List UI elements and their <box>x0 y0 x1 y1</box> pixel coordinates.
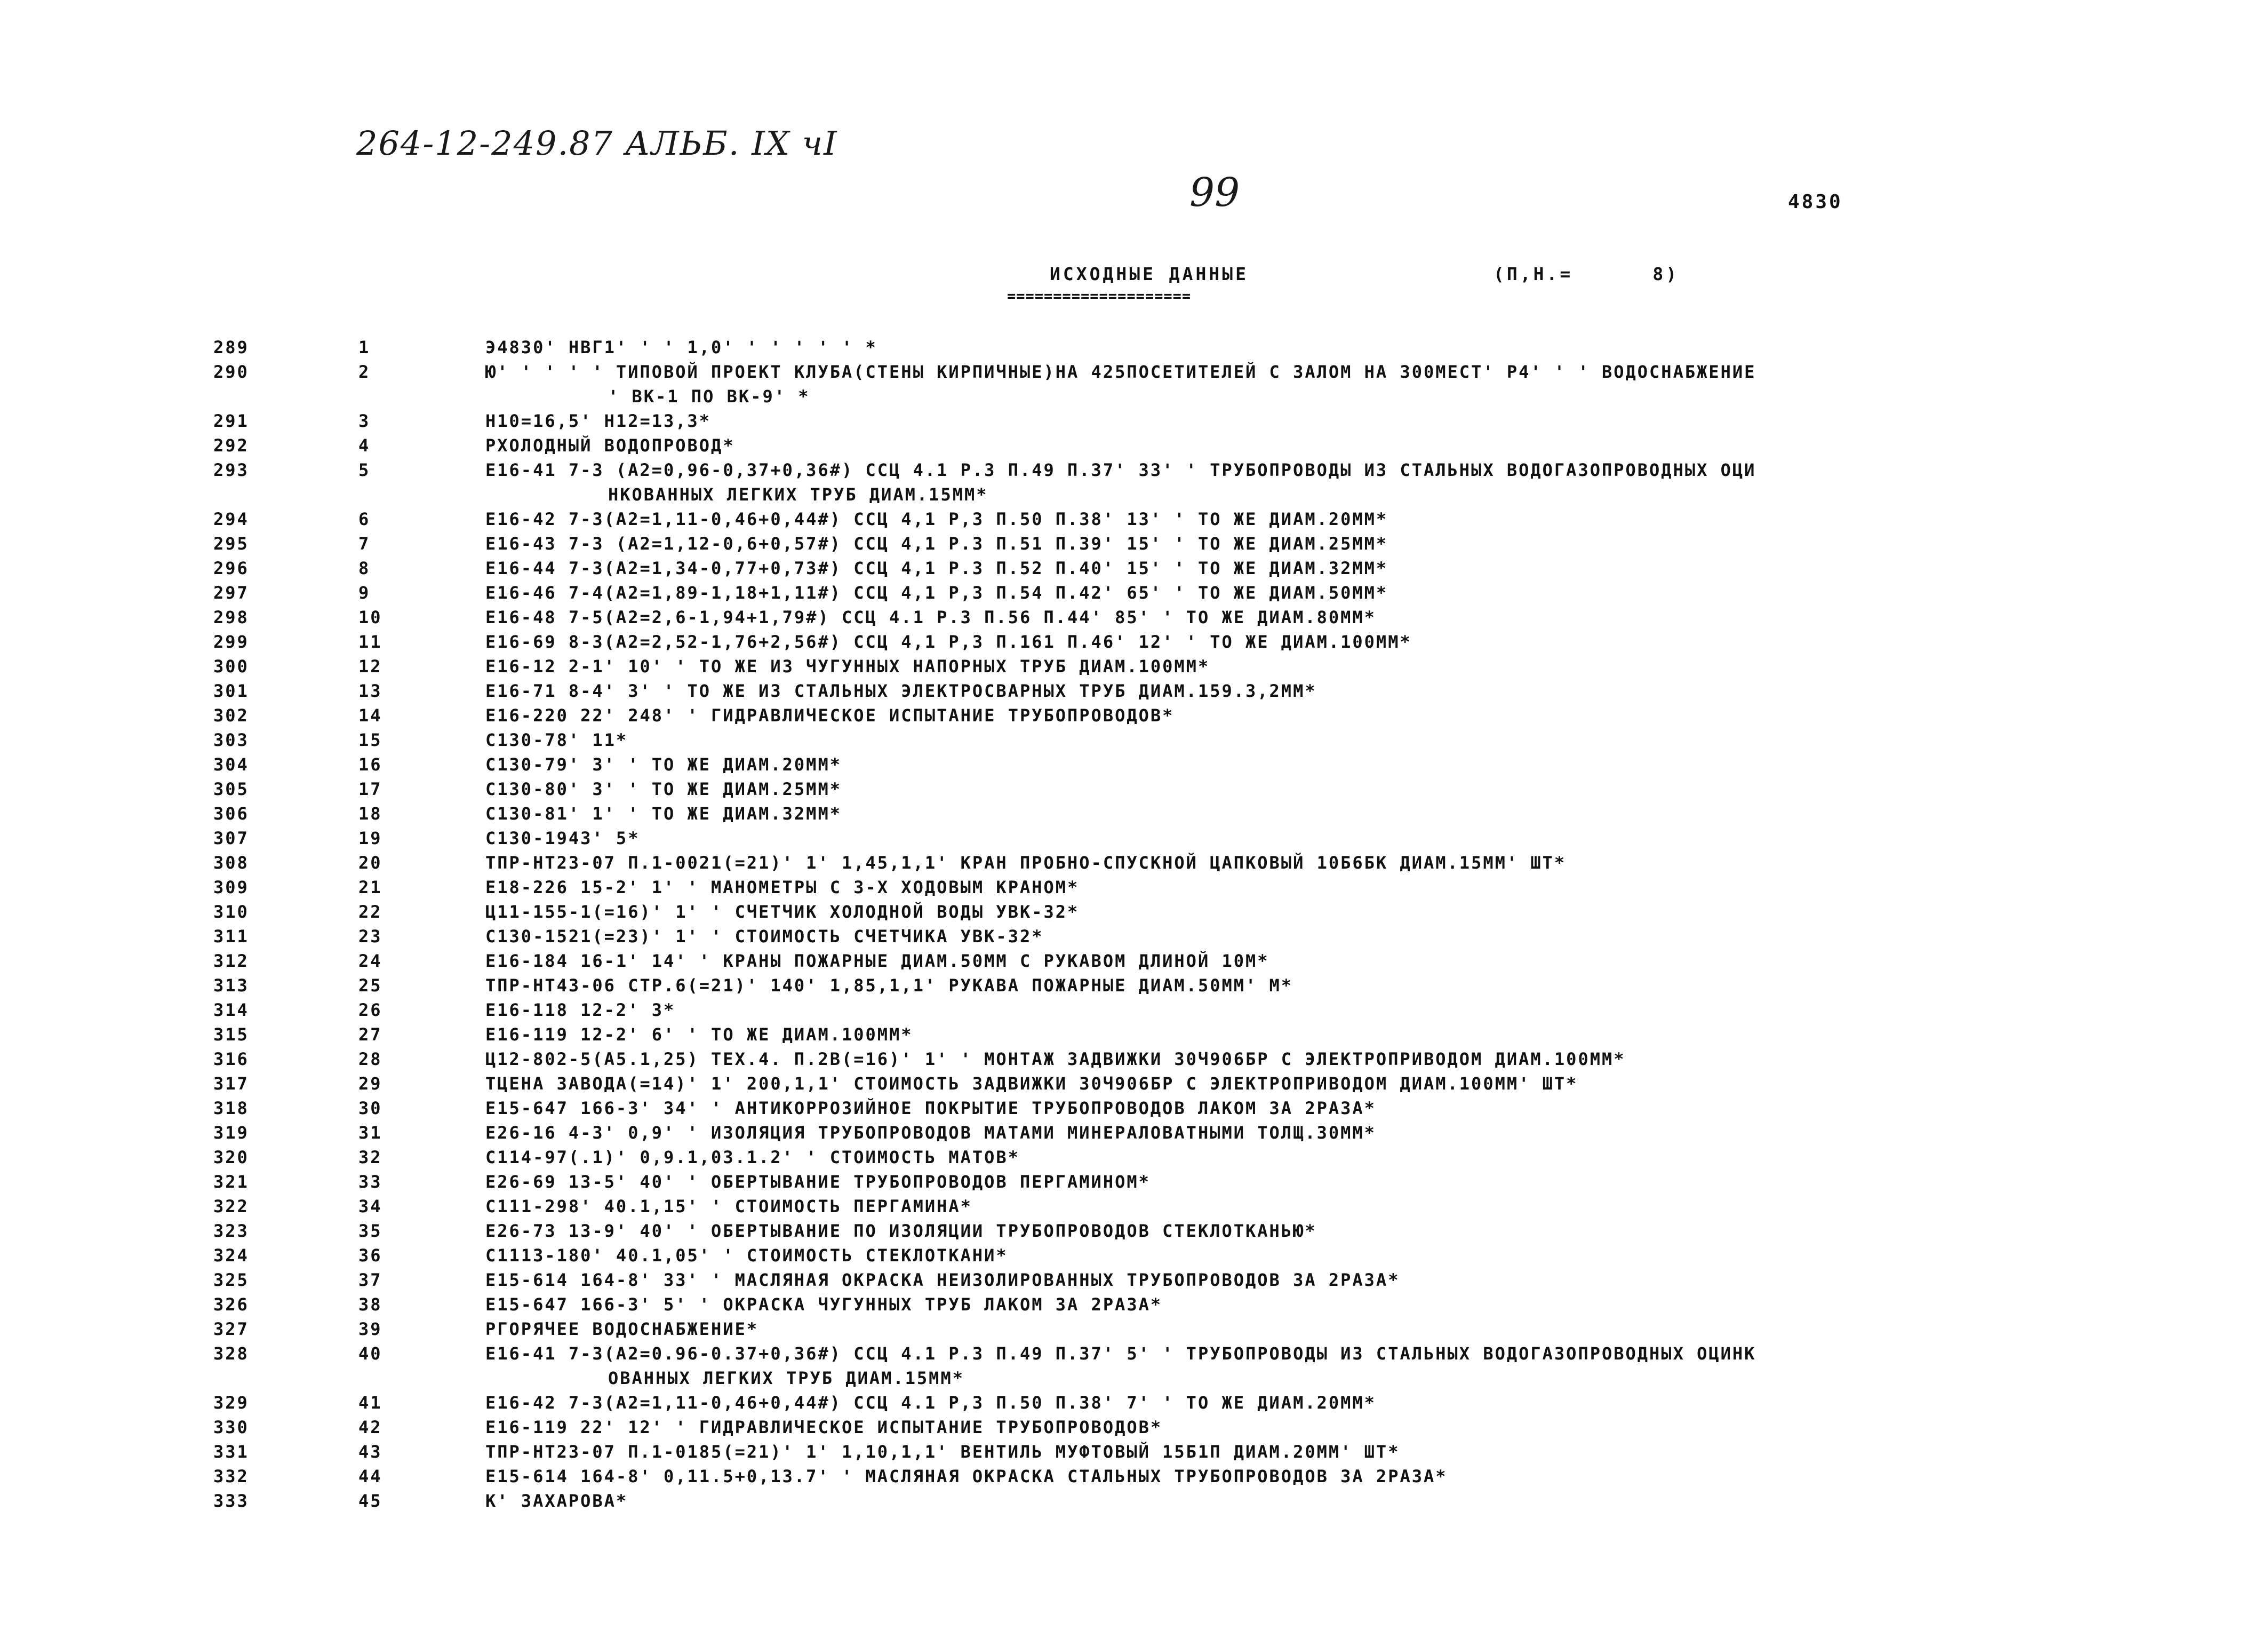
item-number: 12 <box>358 656 382 677</box>
list-item <box>213 1219 2112 1243</box>
line-number: 326 <box>213 1294 249 1315</box>
record-text <box>485 335 2112 360</box>
record-text <box>485 703 2112 728</box>
page-title: ИСХОДНЫЕ ДАННЫЕ <box>1050 264 1249 284</box>
record-text <box>485 1170 2112 1194</box>
item-number: 23 <box>358 926 382 947</box>
record-line: Е26-69 13-5' 40' ' ОБЕРТЫВАНИЕ ТРУБОПРОВОДОВ ПЕРГАМИНОМ* <box>485 1172 1151 1192</box>
line-number: 329 <box>213 1393 249 1413</box>
list-item <box>213 1022 2112 1047</box>
record-line: ТПР-НТ43-06 СТР.6(=21)' 140' 1,85,1,1' РУКАВА ПОЖАРНЫЕ ДИАМ.50ММ' М* <box>485 975 1293 996</box>
item-number: 7 <box>358 534 371 554</box>
item-number: 36 <box>358 1245 382 1266</box>
list-item <box>213 949 2112 973</box>
line-number: 305 <box>213 779 249 799</box>
list-item <box>213 998 2112 1022</box>
record-line: ТПР-НТ23-07 П.1-0185(=21)' 1' 1,10,1,1' ВЕНТИЛЬ МУФТОВЫЙ 15Б1П ДИАМ.20ММ' ШТ* <box>485 1442 1400 1462</box>
line-number: 317 <box>213 1074 249 1094</box>
line-number: 310 <box>213 902 249 922</box>
item-number: 17 <box>358 779 382 799</box>
list-item <box>213 924 2112 949</box>
line-number: 323 <box>213 1221 249 1241</box>
record-line: ТПР-НТ23-07 П.1-0021(=21)' 1' 1,45,1,1' КРАН ПРОБНО-СПУСКНОЙ ЦАПКОВЫЙ 10Б6БК ДИАМ.15ММ' ШТ* <box>485 853 1567 873</box>
list-item <box>213 1243 2112 1268</box>
record-line: Е15-647 166-3' 5' ' ОКРАСКА ЧУГУННЫХ ТРУБ ЛАКОМ ЗА 2РАЗА* <box>485 1294 1163 1315</box>
item-number: 3 <box>358 411 371 431</box>
line-number: 300 <box>213 656 249 677</box>
list-item <box>213 581 2112 605</box>
list-item <box>213 1464 2112 1489</box>
line-number: 312 <box>213 951 249 971</box>
record-line: С130-78' 11* <box>485 730 628 750</box>
record-line: РХОЛОДНЫЙ ВОДОПРОВОД* <box>485 435 735 456</box>
record-line: Е16-42 7-3(А2=1,11-0,46+0,44#) ССЦ 4.1 Р,3 П.50 П.38' 7' ' ТО ЖЕ ДИАМ.20ММ* <box>485 1393 1376 1413</box>
item-number: 37 <box>358 1270 382 1290</box>
record-text <box>485 1292 2112 1317</box>
record-text <box>485 1317 2112 1341</box>
item-number: 25 <box>358 975 382 996</box>
record-text <box>485 679 2112 703</box>
record-text <box>485 801 2112 826</box>
line-number: 313 <box>213 975 249 996</box>
item-number: 39 <box>358 1319 382 1339</box>
line-number: 314 <box>213 1000 249 1020</box>
list-item <box>213 630 2112 654</box>
item-number: 31 <box>358 1123 382 1143</box>
item-number: 20 <box>358 853 382 873</box>
list-item <box>213 1194 2112 1219</box>
record-line: С111-298' 40.1,15' ' СТОИМОСТЬ ПЕРГАМИНА* <box>485 1196 972 1216</box>
list-item <box>213 1292 2112 1317</box>
record-text <box>485 409 2112 433</box>
item-number: 13 <box>358 681 382 701</box>
record-line: Е16-46 7-4(А2=1,89-1,18+1,11#) ССЦ 4,1 Р,3 П.54 П.42' 65' ' ТО ЖЕ ДИАМ.50ММ* <box>485 583 1388 603</box>
list-item <box>213 973 2112 998</box>
line-number: 294 <box>213 509 249 529</box>
item-number: 6 <box>358 509 371 529</box>
record-line: Н10=16,5' Н12=13,3* <box>485 411 712 431</box>
line-number: 304 <box>213 754 249 775</box>
record-line: Е26-73 13-9' 40' ' ОБЕРТЫВАНИЕ ПО ИЗОЛЯЦИИ ТРУБОПРОВОДОВ СТЕКЛОТКАНЬЮ* <box>485 1221 1317 1241</box>
list-item <box>213 1415 2112 1440</box>
list-item <box>213 801 2112 826</box>
item-number: 38 <box>358 1294 382 1315</box>
record-text <box>485 1120 2112 1145</box>
record-text <box>485 949 2112 973</box>
record-line: Е16-41 7-3(А2=0.96-0.37+0,36#) ССЦ 4.1 Р.3 П.49 П.37' 5' ' ТРУБОПРОВОДЫ ИЗ СТАЛЬНЫХ ВОДОГАЗОПРОВОДНЫХ ОЦИНК <box>485 1343 1756 1364</box>
line-number: 309 <box>213 877 249 897</box>
list-item <box>213 507 2112 531</box>
item-number: 19 <box>358 828 382 848</box>
list-item <box>213 1170 2112 1194</box>
record-text <box>485 1415 2112 1440</box>
record-line: Е15-614 164-8' 0,11.5+0,13.7' ' МАСЛЯНАЯ ОКРАСКА СТАЛЬНЫХ ТРУБОПРОВОДОВ ЗА 2РАЗА* <box>485 1466 1448 1486</box>
line-number: 316 <box>213 1049 249 1069</box>
record-line: Е26-16 4-3' 0,9' ' ИЗОЛЯЦИЯ ТРУБОПРОВОДОВ МАТАМИ МИНЕРАЛОВАТНЫМИ ТОЛЩ.30ММ* <box>485 1123 1376 1143</box>
line-number: 308 <box>213 853 249 873</box>
record-line: С130-81' 1' ' ТО ЖЕ ДИАМ.32ММ* <box>485 804 842 824</box>
record-line: Ц11-155-1(=16)' 1' ' СЧЕТЧИК ХОЛОДНОЙ ВОДЫ УВК-32* <box>485 902 1080 922</box>
line-number: 325 <box>213 1270 249 1290</box>
record-text <box>485 998 2112 1022</box>
item-number: 44 <box>358 1466 382 1486</box>
line-number: 292 <box>213 435 249 456</box>
record-line: ТЦЕНА ЗАВОДА(=14)' 1' 200,1,1' СТОИМОСТЬ ЗАДВИЖКИ 30Ч906БР С ЭЛЕКТРОПРИВОДОМ ДИАМ.100ММ' ШТ* <box>485 1074 1578 1094</box>
record-text <box>485 900 2112 924</box>
record-text <box>485 1047 2112 1071</box>
record-line: С1113-180' 40.1,05' ' СТОИМОСТЬ СТЕКЛОТКАНИ* <box>485 1245 1008 1266</box>
record-line: Е15-614 164-8' 33' ' МАСЛЯНАЯ ОКРАСКА НЕИЗОЛИРОВАННЫХ ТРУБОПРОВОДОВ ЗА 2РАЗА* <box>485 1270 1400 1290</box>
item-number: 2 <box>358 362 371 382</box>
list-item <box>213 1341 2112 1390</box>
record-line: Ц12-802-5(А5.1,25) ТЕХ.4. П.2В(=16)' 1' ' МОНТАЖ ЗАДВИЖКИ 30Ч906БР С ЭЛЕКТРОПРИВОДОМ ДИАМ.100ММ* <box>485 1049 1626 1069</box>
record-text <box>485 826 2112 850</box>
list-item <box>213 1096 2112 1120</box>
record-line: Е16-48 7-5(А2=2,6-1,94+1,79#) ССЦ 4.1 Р.3 П.56 П.44' 85' ' ТО ЖЕ ДИАМ.80ММ* <box>485 607 1376 627</box>
record-continuation: ' ВК-1 ПО ВК-9' * <box>608 386 810 407</box>
record-line: Е16-41 7-3 (А2=0,96-0,37+0,36#) ССЦ 4.1 Р.3 П.49 П.37' 33' ' ТРУБОПРОВОДЫ ИЗ СТАЛЬНЫХ ВОДОГАЗОПРОВОДНЫХ ОЦИ <box>485 460 1756 480</box>
list-item <box>213 703 2112 728</box>
record-line: Е15-647 166-3' 34' ' АНТИКОРРОЗИЙНОЕ ПОКРЫТИЕ ТРУБОПРОВОДОВ ЛАКОМ ЗА 2РАЗА* <box>485 1098 1376 1118</box>
line-number: 318 <box>213 1098 249 1118</box>
record-text <box>485 1464 2112 1489</box>
item-number: 8 <box>358 558 371 578</box>
line-number: 332 <box>213 1466 249 1486</box>
list-item <box>213 335 2112 360</box>
sheet-number: 4830 <box>1788 191 1843 213</box>
record-line: Е16-12 2-1' 10' ' ТО ЖЕ ИЗ ЧУГУННЫХ НАПОРНЫХ ТРУБ ДИАМ.100ММ* <box>485 656 1210 677</box>
record-text <box>485 1194 2112 1219</box>
line-number: 302 <box>213 705 249 726</box>
list-item <box>213 826 2112 850</box>
record-line: Е16-43 7-3 (А2=1,12-0,6+0,57#) ССЦ 4,1 Р.3 П.51 П.39' 15' ' ТО ЖЕ ДИАМ.25ММ* <box>485 534 1388 554</box>
record-text <box>485 433 2112 458</box>
line-number: 296 <box>213 558 249 578</box>
item-number: 5 <box>358 460 371 480</box>
line-number: 315 <box>213 1024 249 1045</box>
list-item <box>213 728 2112 752</box>
line-number: 290 <box>213 362 249 382</box>
line-number: 327 <box>213 1319 249 1339</box>
record-text <box>485 1145 2112 1170</box>
record-line: К' ЗАХАРОВА* <box>485 1491 628 1511</box>
list-item <box>213 556 2112 581</box>
record-text <box>485 630 2112 654</box>
record-text <box>485 605 2112 630</box>
line-number: 330 <box>213 1417 249 1437</box>
line-number: 319 <box>213 1123 249 1143</box>
record-text <box>485 507 2112 531</box>
record-text <box>485 924 2112 949</box>
line-number: 301 <box>213 681 249 701</box>
record-text <box>485 581 2112 605</box>
record-line: С130-79' 3' ' ТО ЖЕ ДИАМ.20ММ* <box>485 754 842 775</box>
item-number: 21 <box>358 877 382 897</box>
list-item <box>213 433 2112 458</box>
record-text <box>485 1489 2112 1513</box>
list-item <box>213 900 2112 924</box>
line-number: 289 <box>213 337 249 357</box>
record-text <box>485 1268 2112 1292</box>
line-number: 299 <box>213 632 249 652</box>
record-text <box>485 1440 2112 1464</box>
list-item <box>213 777 2112 801</box>
item-number: 10 <box>358 607 382 627</box>
record-continuation: НКОВАННЫХ ЛЕГКИХ ТРУБ ДИАМ.15ММ* <box>608 484 988 505</box>
item-number: 45 <box>358 1491 382 1511</box>
record-text <box>485 1390 2112 1415</box>
list-item <box>213 1440 2112 1464</box>
line-number: 320 <box>213 1147 249 1167</box>
line-number: 328 <box>213 1343 249 1364</box>
item-number: 1 <box>358 337 371 357</box>
record-line: Е16-71 8-4' 3' ' ТО ЖЕ ИЗ СТАЛЬНЫХ ЭЛЕКТРОСВАРНЫХ ТРУБ ДИАМ.159.3,2ММ* <box>485 681 1317 701</box>
line-number: 331 <box>213 1442 249 1462</box>
record-text <box>485 654 2112 679</box>
item-number: 9 <box>358 583 371 603</box>
list-item <box>213 1120 2112 1145</box>
item-number: 32 <box>358 1147 382 1167</box>
line-number: 306 <box>213 804 249 824</box>
list-item <box>213 458 2112 507</box>
page-number: 99 <box>1189 170 1240 216</box>
record-line: Е16-42 7-3(А2=1,11-0,46+0,44#) ССЦ 4,1 Р,3 П.50 П.38' 13' ' ТО ЖЕ ДИАМ.20ММ* <box>485 509 1388 529</box>
item-number: 41 <box>358 1393 382 1413</box>
list-item <box>213 1268 2112 1292</box>
record-line: Е16-220 22' 248' ' ГИДРАВЛИЧЕСКОЕ ИСПЫТАНИЕ ТРУБОПРОВОДОВ* <box>485 705 1175 726</box>
record-text <box>485 1071 2112 1096</box>
document-code: 264-12-249.87 АЛЬБ. IX чI <box>356 124 838 163</box>
item-number: 15 <box>358 730 382 750</box>
line-number: 322 <box>213 1196 249 1216</box>
record-text <box>485 531 2112 556</box>
record-line: С130-1943' 5* <box>485 828 640 848</box>
record-line: Е16-44 7-3(А2=1,34-0,77+0,73#) ССЦ 4,1 Р.3 П.52 П.40' 15' ' ТО ЖЕ ДИАМ.32ММ* <box>485 558 1388 578</box>
record-line: Е16-69 8-3(А2=2,52-1,76+2,56#) ССЦ 4,1 Р,3 П.161 П.46' 12' ' ТО ЖЕ ДИАМ.100ММ* <box>485 632 1412 652</box>
list-item <box>213 850 2112 875</box>
list-item <box>213 1390 2112 1415</box>
list-item <box>213 1145 2112 1170</box>
list-item <box>213 605 2112 630</box>
line-number: 307 <box>213 828 249 848</box>
list-item <box>213 875 2112 900</box>
list-item <box>213 1071 2112 1096</box>
record-text <box>485 850 2112 875</box>
record-text <box>485 1096 2112 1120</box>
list-item <box>213 1489 2112 1513</box>
list-item <box>213 531 2112 556</box>
line-number: 291 <box>213 411 249 431</box>
record-continuation: ОВАННЫХ ЛЕГКИХ ТРУБ ДИАМ.15ММ* <box>608 1368 964 1388</box>
item-number: 29 <box>358 1074 382 1094</box>
item-number: 16 <box>358 754 382 775</box>
record-text <box>485 458 2112 507</box>
line-number: 311 <box>213 926 249 947</box>
title-parameter: (П,Н.= 8) <box>1494 264 1680 284</box>
record-text <box>485 1219 2112 1243</box>
record-line: Е16-119 12-2' 6' ' ТО ЖЕ ДИАМ.100ММ* <box>485 1024 913 1045</box>
item-number: 4 <box>358 435 371 456</box>
line-number: 324 <box>213 1245 249 1266</box>
item-number: 24 <box>358 951 382 971</box>
list-item <box>213 1047 2112 1071</box>
record-line: Е16-184 16-1' 14' ' КРАНЫ ПОЖАРНЫЕ ДИАМ.50ММ С РУКАВОМ ДЛИНОЙ 10М* <box>485 951 1269 971</box>
list-item <box>213 409 2112 433</box>
line-number: 321 <box>213 1172 249 1192</box>
item-number: 43 <box>358 1442 382 1462</box>
item-number: 30 <box>358 1098 382 1118</box>
record-text <box>485 1341 2112 1390</box>
item-number: 40 <box>358 1343 382 1364</box>
record-text <box>485 728 2112 752</box>
list-item <box>213 654 2112 679</box>
item-number: 22 <box>358 902 382 922</box>
record-line: Е16-118 12-2' 3* <box>485 1000 676 1020</box>
record-text <box>485 973 2112 998</box>
record-text <box>485 1022 2112 1047</box>
record-line: Е18-226 15-2' 1' ' МАНОМЕТРЫ С 3-Х ХОДОВЫМ КРАНОМ* <box>485 877 1080 897</box>
item-number: 33 <box>358 1172 382 1192</box>
item-number: 34 <box>358 1196 382 1216</box>
item-number: 11 <box>358 632 382 652</box>
record-text <box>485 752 2112 777</box>
title-underline: ==================== <box>1007 288 1192 305</box>
list-item <box>213 1317 2112 1341</box>
record-text <box>485 875 2112 900</box>
item-number: 26 <box>358 1000 382 1020</box>
item-number: 27 <box>358 1024 382 1045</box>
line-number: 293 <box>213 460 249 480</box>
record-line: Е16-119 22' 12' ' ГИДРАВЛИЧЕСКОЕ ИСПЫТАНИЕ ТРУБОПРОВОДОВ* <box>485 1417 1163 1437</box>
line-number: 295 <box>213 534 249 554</box>
list-item <box>213 679 2112 703</box>
line-number: 333 <box>213 1491 249 1511</box>
record-line: С114-97(.1)' 0,9.1,03.1.2' ' СТОИМОСТЬ МАТОВ* <box>485 1147 1020 1167</box>
item-number: 28 <box>358 1049 382 1069</box>
record-line: Э4830' НВГ1' ' ' 1,0' ' ' ' ' ' * <box>485 337 877 357</box>
record-line: С130-1521(=23)' 1' ' СТОИМОСТЬ СЧЕТЧИКА УВК-32* <box>485 926 1044 947</box>
list-item <box>213 752 2112 777</box>
item-number: 14 <box>358 705 382 726</box>
line-number: 298 <box>213 607 249 627</box>
item-number: 35 <box>358 1221 382 1241</box>
listing <box>213 335 2112 1513</box>
record-line: С130-80' 3' ' ТО ЖЕ ДИАМ.25ММ* <box>485 779 842 799</box>
record-text <box>485 360 2112 409</box>
list-item <box>213 360 2112 409</box>
record-text <box>485 777 2112 801</box>
record-line: Ю' ' ' ' ' ТИПОВОЙ ПРОЕКТ КЛУБА(СТЕНЫ КИРПИЧНЫЕ)НА 425ПОСЕТИТЕЛЕЙ С ЗАЛОМ НА 300МЕСТ' Р4' ' ' ВОДОСНАБЖЕНИЕ <box>485 362 1756 382</box>
record-text <box>485 556 2112 581</box>
item-number: 42 <box>358 1417 382 1437</box>
line-number: 297 <box>213 583 249 603</box>
record-text <box>485 1243 2112 1268</box>
record-line: РГОРЯЧЕЕ ВОДОСНАБЖЕНИЕ* <box>485 1319 759 1339</box>
line-number: 303 <box>213 730 249 750</box>
item-number: 18 <box>358 804 382 824</box>
